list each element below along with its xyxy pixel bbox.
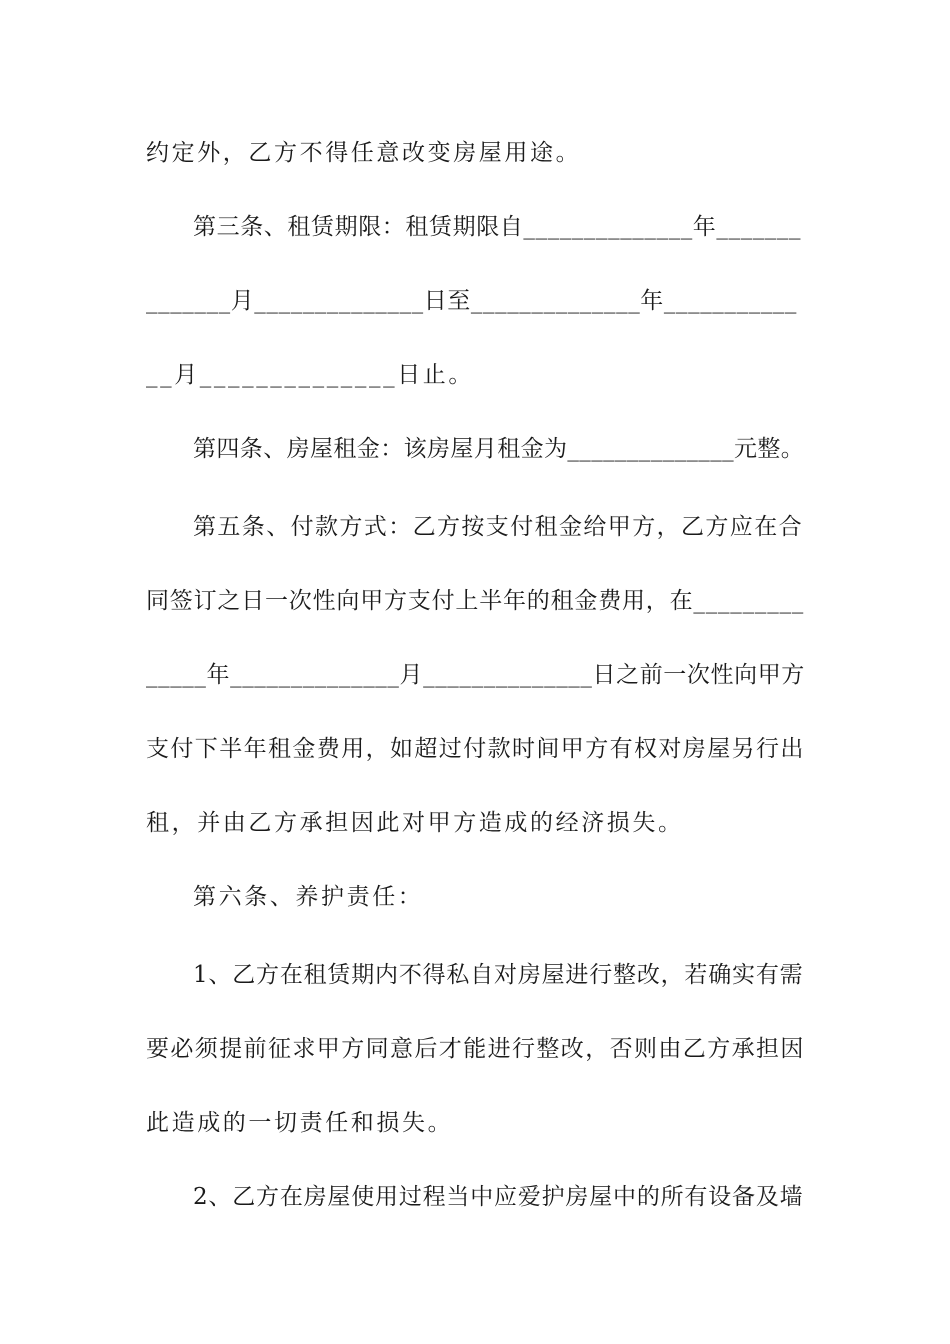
paragraph-line: 同签订之日一次性向甲方支付上半年的租金费用，在_________ — [146, 588, 805, 614]
paragraph-line: 要必须提前征求甲方同意后才能进行整改，否则由乙方承担因 — [146, 1036, 805, 1062]
paragraph-line-article-3: 第三条、租赁期限：租赁期限自______________年_______ — [193, 214, 802, 240]
paragraph-line-item-2: 2、乙方在房屋使用过程当中应爱护房屋中的所有设备及墙 — [193, 1184, 804, 1210]
paragraph-line: 约定外，乙方不得任意改变房屋用途。 — [146, 140, 582, 166]
paragraph-line-article-6: 第六条、养护责任： — [193, 884, 424, 910]
paragraph-line: __月______________日止。 — [146, 362, 474, 388]
paragraph-line-article-5: 第五条、付款方式：乙方按支付租金给甲方，乙方应在合 — [193, 514, 803, 540]
paragraph-line: _______月______________日至______________年___________ — [146, 288, 797, 314]
paragraph-line-article-4: 第四条、房屋租金：该房屋月租金为______________元整。 — [193, 436, 805, 462]
paragraph-line-item-1: 1、乙方在租赁期内不得私自对房屋进行整改，若确实有需 — [193, 962, 804, 988]
paragraph-line: _____年______________月______________日之前一次性向甲方 — [146, 662, 805, 688]
paragraph-line: 支付下半年租金费用，如超过付款时间甲方有权对房屋另行出 — [146, 736, 805, 762]
paragraph-line: 租，并由乙方承担因此对甲方造成的经济损失。 — [146, 810, 684, 836]
paragraph-line: 此造成的一切责任和损失。 — [146, 1110, 454, 1136]
